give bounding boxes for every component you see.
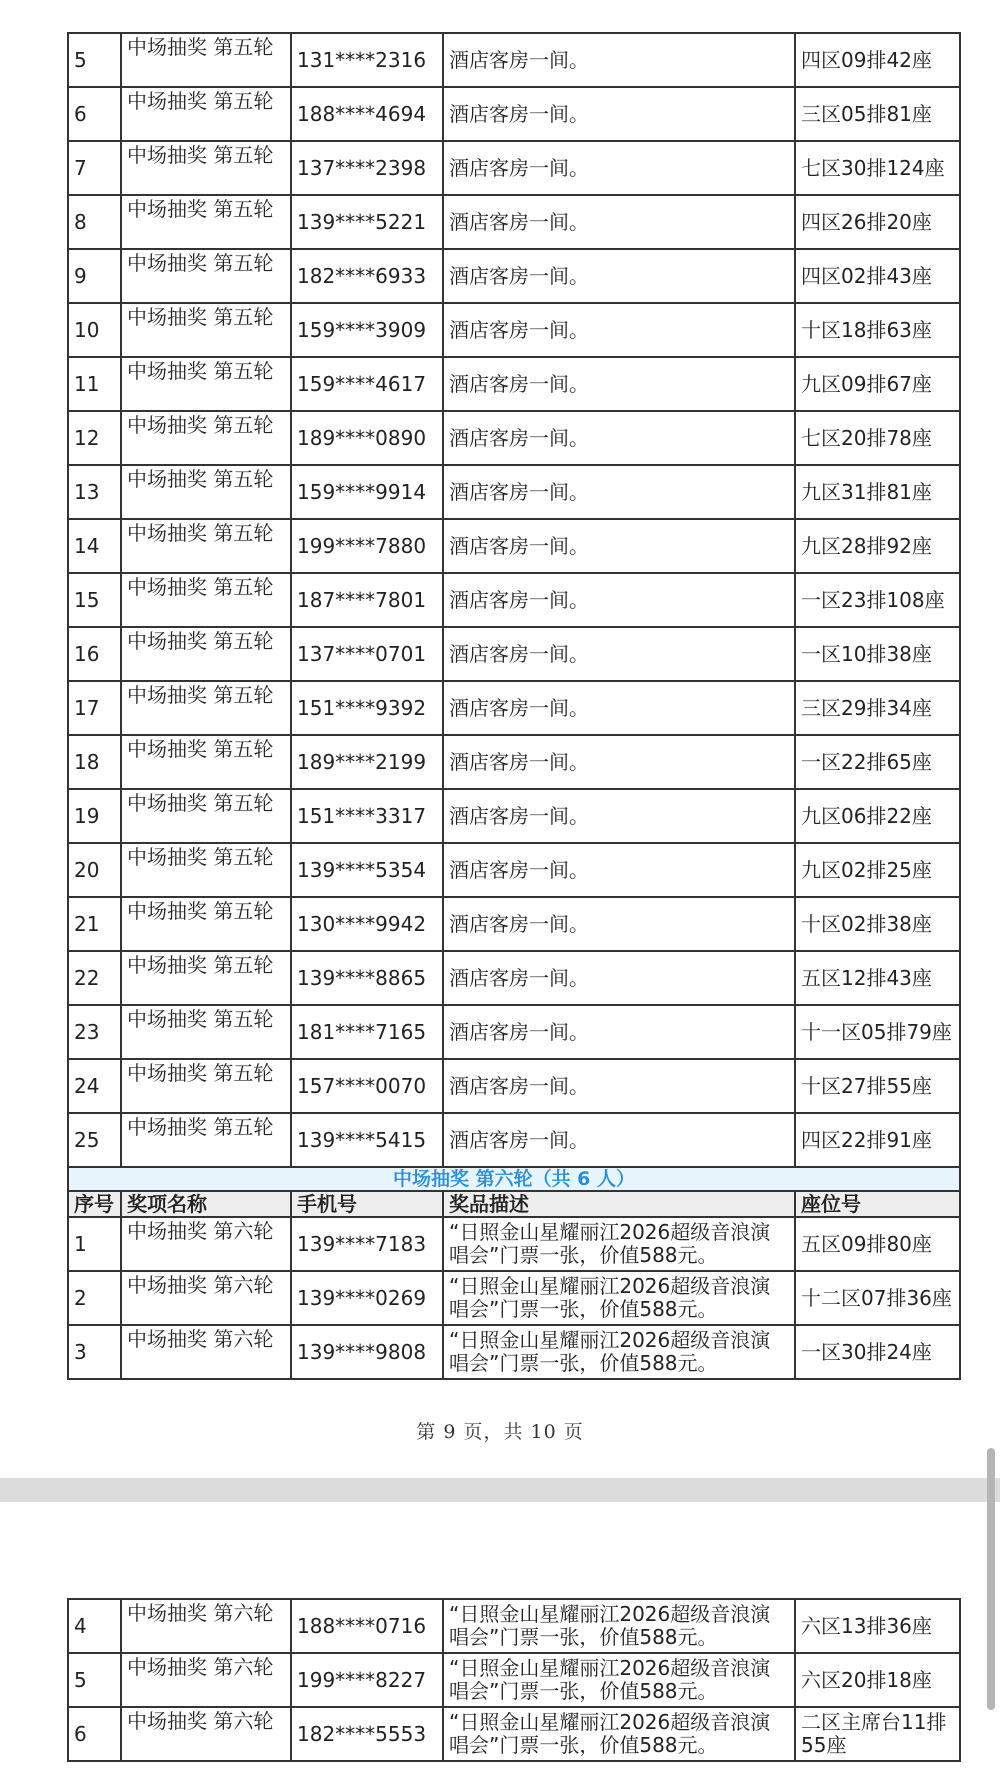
- seat-number: 一区10排38座: [795, 627, 960, 681]
- phone-number: 137****2398: [291, 141, 443, 195]
- table-row: [68, 1271, 960, 1325]
- phone-number: 157****0070: [291, 1059, 443, 1113]
- header-prize-name: 奖项名称: [121, 1191, 291, 1217]
- row-number: 12: [68, 411, 121, 465]
- table-row: [68, 195, 960, 249]
- row-number: 23: [68, 1005, 121, 1059]
- prize-description: 酒店客房一间。: [443, 573, 795, 627]
- seat-number: 五区09排80座: [795, 1217, 960, 1271]
- scrollbar-thumb[interactable]: [987, 1448, 995, 1710]
- prize-name: 中场抽奖 第五轮: [121, 1113, 291, 1167]
- prize-name: 中场抽奖 第五轮: [121, 1005, 291, 1059]
- phone-number: 187****7801: [291, 573, 443, 627]
- seat-number: 十区27排55座: [795, 1059, 960, 1113]
- row-number: 17: [68, 681, 121, 735]
- prize-description: 酒店客房一间。: [443, 789, 795, 843]
- prize-name: 中场抽奖 第五轮: [121, 573, 291, 627]
- prize-name: 中场抽奖 第五轮: [121, 33, 291, 87]
- prize-description: 酒店客房一间。: [443, 951, 795, 1005]
- prize-name: 中场抽奖 第五轮: [121, 735, 291, 789]
- seat-number: 九区09排67座: [795, 357, 960, 411]
- winners-table-body: [68, 1599, 960, 1761]
- table-row: [68, 1005, 960, 1059]
- row-number: 6: [68, 1707, 121, 1761]
- row-number: 24: [68, 1059, 121, 1113]
- prize-description: 酒店客房一间。: [443, 411, 795, 465]
- prize-description: 酒店客房一间。: [443, 195, 795, 249]
- phone-number: 181****7165: [291, 1005, 443, 1059]
- prize-name: 中场抽奖 第六轮: [121, 1271, 291, 1325]
- seat-number: 九区28排92座: [795, 519, 960, 573]
- prize-name: 中场抽奖 第五轮: [121, 627, 291, 681]
- prize-name: 中场抽奖 第六轮: [121, 1217, 291, 1271]
- phone-number: 151****9392: [291, 681, 443, 735]
- row-number: 5: [68, 33, 121, 87]
- seat-number: 四区26排20座: [795, 195, 960, 249]
- table-row: [68, 249, 960, 303]
- prize-description: 酒店客房一间。: [443, 141, 795, 195]
- document-page-10: [0, 1502, 1000, 1782]
- phone-number: 139****7183: [291, 1217, 443, 1271]
- table-row: [68, 1707, 960, 1761]
- row-number: 20: [68, 843, 121, 897]
- prize-description: “日照金山星耀丽江2026超级音浪演唱会”门票一张，价值588元。: [443, 1271, 795, 1325]
- prize-description: 酒店客房一间。: [443, 843, 795, 897]
- row-number: 9: [68, 249, 121, 303]
- table-row: [68, 465, 960, 519]
- row-number: 21: [68, 897, 121, 951]
- prize-description: 酒店客房一间。: [443, 1005, 795, 1059]
- prize-description: 酒店客房一间。: [443, 735, 795, 789]
- prize-description: 酒店客房一间。: [443, 357, 795, 411]
- winners-table-body: [68, 33, 960, 1379]
- phone-number: 139****5354: [291, 843, 443, 897]
- seat-number: 十一区05排79座: [795, 1005, 960, 1059]
- prize-description: 酒店客房一间。: [443, 681, 795, 735]
- seat-number: 一区30排24座: [795, 1325, 960, 1379]
- row-number: 3: [68, 1325, 121, 1379]
- prize-name: 中场抽奖 第五轮: [121, 1059, 291, 1113]
- table-row: [68, 681, 960, 735]
- section-title: 中场抽奖 第六轮（共 6 人）: [68, 1167, 960, 1191]
- table-row: [68, 33, 960, 87]
- prize-name: 中场抽奖 第五轮: [121, 357, 291, 411]
- row-number: 4: [68, 1599, 121, 1653]
- prize-name: 中场抽奖 第六轮: [121, 1653, 291, 1707]
- row-number: 6: [68, 87, 121, 141]
- prize-description: 酒店客房一间。: [443, 465, 795, 519]
- prize-name: 中场抽奖 第五轮: [121, 411, 291, 465]
- table-row: [68, 627, 960, 681]
- phone-number: 137****0701: [291, 627, 443, 681]
- table-header-row: [68, 1191, 960, 1217]
- table-row: [68, 519, 960, 573]
- prize-name: 中场抽奖 第六轮: [121, 1599, 291, 1653]
- phone-number: 139****5221: [291, 195, 443, 249]
- phone-number: 189****0890: [291, 411, 443, 465]
- row-number: 18: [68, 735, 121, 789]
- seat-number: 二区主席台11排55座: [795, 1707, 960, 1761]
- row-number: 13: [68, 465, 121, 519]
- seat-number: 六区20排18座: [795, 1653, 960, 1707]
- table-row: [68, 897, 960, 951]
- table-row: [68, 141, 960, 195]
- row-number: 22: [68, 951, 121, 1005]
- prize-description: 酒店客房一间。: [443, 1059, 795, 1113]
- table-row: [68, 735, 960, 789]
- page-footer: 第 9 页，共 10 页: [416, 1421, 584, 1443]
- header-seat: 座位号: [795, 1191, 960, 1217]
- seat-number: 十区02排38座: [795, 897, 960, 951]
- seat-number: 十二区07排36座: [795, 1271, 960, 1325]
- seat-number: 四区22排91座: [795, 1113, 960, 1167]
- row-number: 8: [68, 195, 121, 249]
- seat-number: 一区22排65座: [795, 735, 960, 789]
- table-row: [68, 303, 960, 357]
- prize-name: 中场抽奖 第六轮: [121, 1325, 291, 1379]
- table-row: [68, 1113, 960, 1167]
- table-row: [68, 573, 960, 627]
- phone-number: 159****4617: [291, 357, 443, 411]
- seat-number: 三区29排34座: [795, 681, 960, 735]
- table-row: [68, 1653, 960, 1707]
- phone-number: 188****4694: [291, 87, 443, 141]
- seat-number: 九区06排22座: [795, 789, 960, 843]
- phone-number: 182****6933: [291, 249, 443, 303]
- phone-number: 130****9942: [291, 897, 443, 951]
- prize-name: 中场抽奖 第五轮: [121, 681, 291, 735]
- prize-name: 中场抽奖 第五轮: [121, 519, 291, 573]
- table-row: [68, 789, 960, 843]
- table-row: [68, 951, 960, 1005]
- table-row: [68, 411, 960, 465]
- phone-number: 159****3909: [291, 303, 443, 357]
- seat-number: 七区20排78座: [795, 411, 960, 465]
- prize-description: 酒店客房一间。: [443, 627, 795, 681]
- prize-name: 中场抽奖 第五轮: [121, 843, 291, 897]
- prize-name: 中场抽奖 第五轮: [121, 87, 291, 141]
- prize-name: 中场抽奖 第五轮: [121, 789, 291, 843]
- prize-description: 酒店客房一间。: [443, 897, 795, 951]
- phone-number: 199****7880: [291, 519, 443, 573]
- row-number: 14: [68, 519, 121, 573]
- phone-number: 139****9808: [291, 1325, 443, 1379]
- row-number: 1: [68, 1217, 121, 1271]
- phone-number: 189****2199: [291, 735, 443, 789]
- seat-number: 六区13排36座: [795, 1599, 960, 1653]
- prize-name: 中场抽奖 第六轮: [121, 1707, 291, 1761]
- phone-number: 182****5553: [291, 1707, 443, 1761]
- row-number: 11: [68, 357, 121, 411]
- page-separator: [0, 1478, 1000, 1502]
- table-row: [68, 1217, 960, 1271]
- table-row: [68, 357, 960, 411]
- winners-table-page-9: [67, 32, 961, 1380]
- table-row: [68, 843, 960, 897]
- row-number: 2: [68, 1271, 121, 1325]
- prize-description: “日照金山星耀丽江2026超级音浪演唱会”门票一张，价值588元。: [443, 1217, 795, 1271]
- seat-number: 一区23排108座: [795, 573, 960, 627]
- seat-number: 七区30排124座: [795, 141, 960, 195]
- phone-number: 188****0716: [291, 1599, 443, 1653]
- row-number: 15: [68, 573, 121, 627]
- phone-number: 139****0269: [291, 1271, 443, 1325]
- prize-name: 中场抽奖 第五轮: [121, 195, 291, 249]
- prize-name: 中场抽奖 第五轮: [121, 465, 291, 519]
- prize-description: “日照金山星耀丽江2026超级音浪演唱会”门票一张，价值588元。: [443, 1653, 795, 1707]
- phone-number: 139****5415: [291, 1113, 443, 1167]
- header-prize-description: 奖品描述: [443, 1191, 795, 1217]
- header-phone: 手机号: [291, 1191, 443, 1217]
- seat-number: 十区18排63座: [795, 303, 960, 357]
- row-number: 7: [68, 141, 121, 195]
- prize-description: “日照金山星耀丽江2026超级音浪演唱会”门票一张，价值588元。: [443, 1707, 795, 1761]
- prize-name: 中场抽奖 第五轮: [121, 141, 291, 195]
- phone-number: 159****9914: [291, 465, 443, 519]
- phone-number: 199****8227: [291, 1653, 443, 1707]
- table-row: [68, 1599, 960, 1653]
- winners-table-page-10: [67, 1598, 961, 1762]
- row-number: 16: [68, 627, 121, 681]
- prize-name: 中场抽奖 第五轮: [121, 303, 291, 357]
- header-number: 序号: [68, 1191, 121, 1217]
- phone-number: 139****8865: [291, 951, 443, 1005]
- phone-number: 151****3317: [291, 789, 443, 843]
- seat-number: 三区05排81座: [795, 87, 960, 141]
- table-row: [68, 1325, 960, 1379]
- seat-number: 九区02排25座: [795, 843, 960, 897]
- prize-description: 酒店客房一间。: [443, 33, 795, 87]
- seat-number: 九区31排81座: [795, 465, 960, 519]
- prize-description: 酒店客房一间。: [443, 303, 795, 357]
- seat-number: 四区09排42座: [795, 33, 960, 87]
- prize-description: 酒店客房一间。: [443, 87, 795, 141]
- row-number: 10: [68, 303, 121, 357]
- prize-description: “日照金山星耀丽江2026超级音浪演唱会”门票一张，价值588元。: [443, 1325, 795, 1379]
- seat-number: 四区02排43座: [795, 249, 960, 303]
- prize-description: 酒店客房一间。: [443, 1113, 795, 1167]
- row-number: 25: [68, 1113, 121, 1167]
- row-number: 19: [68, 789, 121, 843]
- phone-number: 131****2316: [291, 33, 443, 87]
- prize-description: 酒店客房一间。: [443, 249, 795, 303]
- prize-name: 中场抽奖 第五轮: [121, 897, 291, 951]
- prize-name: 中场抽奖 第五轮: [121, 249, 291, 303]
- row-number: 5: [68, 1653, 121, 1707]
- section-title-row: [68, 1167, 960, 1191]
- table-row: [68, 87, 960, 141]
- table-row: [68, 1059, 960, 1113]
- prize-description: 酒店客房一间。: [443, 519, 795, 573]
- prize-description: “日照金山星耀丽江2026超级音浪演唱会”门票一张，价值588元。: [443, 1599, 795, 1653]
- seat-number: 五区12排43座: [795, 951, 960, 1005]
- prize-name: 中场抽奖 第五轮: [121, 951, 291, 1005]
